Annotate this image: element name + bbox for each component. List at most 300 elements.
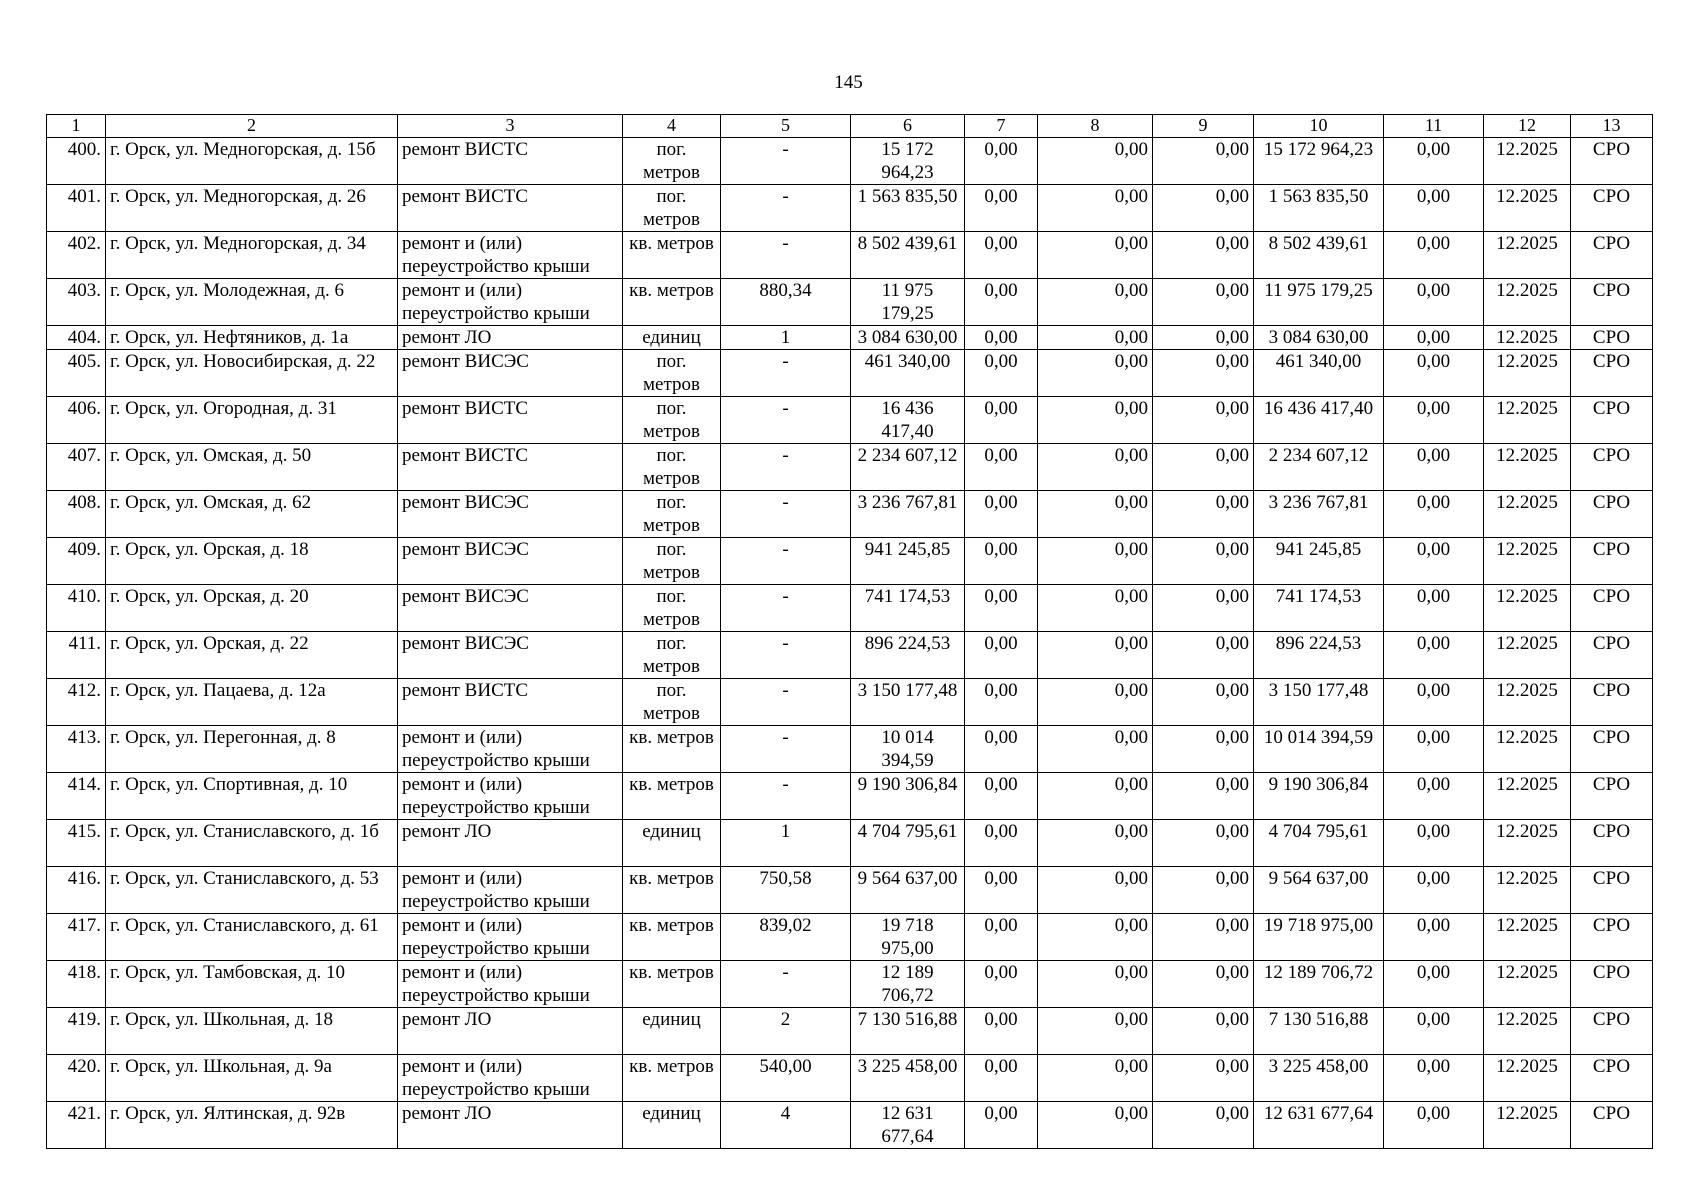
col8-value-cell: 0,00: [1038, 232, 1153, 279]
row-number: 401.: [47, 185, 106, 232]
total-cost-cell: 12 631 677,64: [851, 1102, 965, 1149]
col11-value-cell: 0,00: [1384, 326, 1484, 350]
address-cell: г. Орск, ул. Школьная, д. 9а: [106, 1055, 398, 1102]
work-type-cell: ремонт ВИСЭС: [398, 632, 623, 679]
col8-value-cell: 0,00: [1038, 1055, 1153, 1102]
unit-cell: пог. метров: [623, 585, 721, 632]
funding-source-cell: СРО: [1571, 1008, 1653, 1055]
row-number: 400.: [47, 138, 106, 185]
work-type-cell: ремонт и (или) переустройство крыши: [398, 726, 623, 773]
completion-date-cell: 12.2025: [1484, 1102, 1571, 1149]
col11-value-cell: 0,00: [1384, 232, 1484, 279]
col7-value-cell: 0,00: [965, 820, 1038, 867]
col10-value-cell: 9 190 306,84: [1254, 773, 1384, 820]
unit-cell: пог. метров: [623, 491, 721, 538]
quantity-cell: 1: [721, 820, 851, 867]
col11-value-cell: 0,00: [1384, 585, 1484, 632]
row-number: 410.: [47, 585, 106, 632]
col11-value-cell: 0,00: [1384, 185, 1484, 232]
unit-cell: кв. метров: [623, 961, 721, 1008]
table-row: [47, 397, 1653, 444]
funding-source-cell: СРО: [1571, 726, 1653, 773]
address-cell: г. Орск, ул. Нефтяников, д. 1а: [106, 326, 398, 350]
address-cell: г. Орск, ул. Пацаева, д. 12а: [106, 679, 398, 726]
column-header: 8: [1038, 115, 1153, 138]
col8-value-cell: 0,00: [1038, 279, 1153, 326]
col7-value-cell: 0,00: [965, 232, 1038, 279]
col8-value-cell: 0,00: [1038, 867, 1153, 914]
work-type-cell: ремонт и (или) переустройство крыши: [398, 232, 623, 279]
column-number-row: [47, 115, 1653, 138]
row-number: 411.: [47, 632, 106, 679]
col10-value-cell: 4 704 795,61: [1254, 820, 1384, 867]
col8-value-cell: 0,00: [1038, 961, 1153, 1008]
quantity-cell: -: [721, 232, 851, 279]
table-row: [47, 185, 1653, 232]
col10-value-cell: 1 563 835,50: [1254, 185, 1384, 232]
total-cost-cell: 741 174,53: [851, 585, 965, 632]
completion-date-cell: 12.2025: [1484, 632, 1571, 679]
table-row: [47, 538, 1653, 585]
column-header: 4: [623, 115, 721, 138]
quantity-cell: -: [721, 961, 851, 1008]
col7-value-cell: 0,00: [965, 961, 1038, 1008]
table-row: [47, 279, 1653, 326]
row-number: 419.: [47, 1008, 106, 1055]
col10-value-cell: 12 631 677,64: [1254, 1102, 1384, 1149]
work-type-cell: ремонт ЛО: [398, 326, 623, 350]
unit-cell: единиц: [623, 820, 721, 867]
col8-value-cell: 0,00: [1038, 914, 1153, 961]
table-row: [47, 961, 1653, 1008]
column-header: 11: [1384, 115, 1484, 138]
unit-cell: кв. метров: [623, 232, 721, 279]
col11-value-cell: 0,00: [1384, 773, 1484, 820]
table-row: [47, 232, 1653, 279]
address-cell: г. Орск, ул. Омская, д. 50: [106, 444, 398, 491]
col11-value-cell: 0,00: [1384, 444, 1484, 491]
unit-cell: кв. метров: [623, 914, 721, 961]
funding-source-cell: СРО: [1571, 491, 1653, 538]
column-header: 10: [1254, 115, 1384, 138]
work-type-cell: ремонт и (или) переустройство крыши: [398, 914, 623, 961]
total-cost-cell: 3 236 767,81: [851, 491, 965, 538]
col11-value-cell: 0,00: [1384, 538, 1484, 585]
unit-cell: кв. метров: [623, 773, 721, 820]
unit-cell: пог. метров: [623, 397, 721, 444]
col7-value-cell: 0,00: [965, 1055, 1038, 1102]
col9-value-cell: 0,00: [1153, 279, 1254, 326]
col9-value-cell: 0,00: [1153, 397, 1254, 444]
col9-value-cell: 0,00: [1153, 585, 1254, 632]
address-cell: г. Орск, ул. Медногорская, д. 26: [106, 185, 398, 232]
address-cell: г. Орск, ул. Тамбовская, д. 10: [106, 961, 398, 1008]
address-cell: г. Орск, ул. Орская, д. 20: [106, 585, 398, 632]
col8-value-cell: 0,00: [1038, 326, 1153, 350]
col8-value-cell: 0,00: [1038, 679, 1153, 726]
col7-value-cell: 0,00: [965, 632, 1038, 679]
col7-value-cell: 0,00: [965, 350, 1038, 397]
row-number: 412.: [47, 679, 106, 726]
column-header: 5: [721, 115, 851, 138]
funding-source-cell: СРО: [1571, 867, 1653, 914]
col9-value-cell: 0,00: [1153, 726, 1254, 773]
completion-date-cell: 12.2025: [1484, 726, 1571, 773]
work-type-cell: ремонт ВИСТС: [398, 397, 623, 444]
quantity-cell: -: [721, 679, 851, 726]
col7-value-cell: 0,00: [965, 491, 1038, 538]
col7-value-cell: 0,00: [965, 1102, 1038, 1149]
col11-value-cell: 0,00: [1384, 726, 1484, 773]
unit-cell: пог. метров: [623, 185, 721, 232]
funding-source-cell: СРО: [1571, 914, 1653, 961]
address-cell: г. Орск, ул. Ялтинская, д. 92в: [106, 1102, 398, 1149]
funding-source-cell: СРО: [1571, 961, 1653, 1008]
col11-value-cell: 0,00: [1384, 138, 1484, 185]
total-cost-cell: 19 718 975,00: [851, 914, 965, 961]
table-row: [47, 1102, 1653, 1149]
col9-value-cell: 0,00: [1153, 350, 1254, 397]
row-number: 403.: [47, 279, 106, 326]
total-cost-cell: 11 975 179,25: [851, 279, 965, 326]
col9-value-cell: 0,00: [1153, 538, 1254, 585]
col8-value-cell: 0,00: [1038, 444, 1153, 491]
work-type-cell: ремонт и (или) переустройство крыши: [398, 279, 623, 326]
col9-value-cell: 0,00: [1153, 232, 1254, 279]
col9-value-cell: 0,00: [1153, 773, 1254, 820]
table-row: [47, 585, 1653, 632]
row-number: 417.: [47, 914, 106, 961]
col10-value-cell: 896 224,53: [1254, 632, 1384, 679]
col10-value-cell: 741 174,53: [1254, 585, 1384, 632]
quantity-cell: 2: [721, 1008, 851, 1055]
completion-date-cell: 12.2025: [1484, 867, 1571, 914]
row-number: 416.: [47, 867, 106, 914]
column-header: 2: [106, 115, 398, 138]
total-cost-cell: 12 189 706,72: [851, 961, 965, 1008]
col10-value-cell: 8 502 439,61: [1254, 232, 1384, 279]
col10-value-cell: 10 014 394,59: [1254, 726, 1384, 773]
address-cell: г. Орск, ул. Новосибирская, д. 22: [106, 350, 398, 397]
table-row: [47, 679, 1653, 726]
address-cell: г. Орск, ул. Спортивная, д. 10: [106, 773, 398, 820]
quantity-cell: -: [721, 491, 851, 538]
row-number: 413.: [47, 726, 106, 773]
col8-value-cell: 0,00: [1038, 585, 1153, 632]
address-cell: г. Орск, ул. Медногорская, д. 15б: [106, 138, 398, 185]
row-number: 409.: [47, 538, 106, 585]
col9-value-cell: 0,00: [1153, 867, 1254, 914]
row-number: 402.: [47, 232, 106, 279]
row-number: 414.: [47, 773, 106, 820]
total-cost-cell: 1 563 835,50: [851, 185, 965, 232]
col11-value-cell: 0,00: [1384, 632, 1484, 679]
col9-value-cell: 0,00: [1153, 138, 1254, 185]
completion-date-cell: 12.2025: [1484, 1008, 1571, 1055]
col7-value-cell: 0,00: [965, 914, 1038, 961]
completion-date-cell: 12.2025: [1484, 444, 1571, 491]
completion-date-cell: 12.2025: [1484, 679, 1571, 726]
address-cell: г. Орск, ул. Омская, д. 62: [106, 491, 398, 538]
table-row: [47, 1055, 1653, 1102]
col11-value-cell: 0,00: [1384, 1055, 1484, 1102]
row-number: 404.: [47, 326, 106, 350]
col7-value-cell: 0,00: [965, 138, 1038, 185]
completion-date-cell: 12.2025: [1484, 538, 1571, 585]
col9-value-cell: 0,00: [1153, 1008, 1254, 1055]
col9-value-cell: 0,00: [1153, 820, 1254, 867]
col11-value-cell: 0,00: [1384, 867, 1484, 914]
col8-value-cell: 0,00: [1038, 538, 1153, 585]
total-cost-cell: 10 014 394,59: [851, 726, 965, 773]
unit-cell: пог. метров: [623, 632, 721, 679]
unit-cell: пог. метров: [623, 138, 721, 185]
funding-source-cell: СРО: [1571, 1102, 1653, 1149]
completion-date-cell: 12.2025: [1484, 232, 1571, 279]
quantity-cell: 750,58: [721, 867, 851, 914]
row-number: 406.: [47, 397, 106, 444]
col11-value-cell: 0,00: [1384, 1008, 1484, 1055]
total-cost-cell: 15 172 964,23: [851, 138, 965, 185]
total-cost-cell: 16 436 417,40: [851, 397, 965, 444]
row-number: 408.: [47, 491, 106, 538]
col10-value-cell: 3 084 630,00: [1254, 326, 1384, 350]
col10-value-cell: 3 225 458,00: [1254, 1055, 1384, 1102]
col9-value-cell: 0,00: [1153, 1102, 1254, 1149]
total-cost-cell: 3 225 458,00: [851, 1055, 965, 1102]
work-type-cell: ремонт ВИСТС: [398, 679, 623, 726]
col10-value-cell: 3 236 767,81: [1254, 491, 1384, 538]
col9-value-cell: 0,00: [1153, 185, 1254, 232]
col7-value-cell: 0,00: [965, 538, 1038, 585]
funding-source-cell: СРО: [1571, 185, 1653, 232]
row-number: 418.: [47, 961, 106, 1008]
funding-source-cell: СРО: [1571, 773, 1653, 820]
col10-value-cell: 461 340,00: [1254, 350, 1384, 397]
col10-value-cell: 3 150 177,48: [1254, 679, 1384, 726]
quantity-cell: -: [721, 397, 851, 444]
funding-source-cell: СРО: [1571, 279, 1653, 326]
col8-value-cell: 0,00: [1038, 820, 1153, 867]
funding-source-cell: СРО: [1571, 820, 1653, 867]
work-type-cell: ремонт ЛО: [398, 1008, 623, 1055]
col7-value-cell: 0,00: [965, 1008, 1038, 1055]
quantity-cell: -: [721, 726, 851, 773]
completion-date-cell: 12.2025: [1484, 350, 1571, 397]
col11-value-cell: 0,00: [1384, 1102, 1484, 1149]
funding-source-cell: СРО: [1571, 538, 1653, 585]
work-type-cell: ремонт и (или) переустройство крыши: [398, 1055, 623, 1102]
unit-cell: кв. метров: [623, 726, 721, 773]
address-cell: г. Орск, ул. Медногорская, д. 34: [106, 232, 398, 279]
row-number: 407.: [47, 444, 106, 491]
work-type-cell: ремонт ЛО: [398, 1102, 623, 1149]
total-cost-cell: 4 704 795,61: [851, 820, 965, 867]
col11-value-cell: 0,00: [1384, 397, 1484, 444]
col8-value-cell: 0,00: [1038, 726, 1153, 773]
row-number: 405.: [47, 350, 106, 397]
column-header: 12: [1484, 115, 1571, 138]
completion-date-cell: 12.2025: [1484, 491, 1571, 538]
col9-value-cell: 0,00: [1153, 632, 1254, 679]
funding-source-cell: СРО: [1571, 585, 1653, 632]
col7-value-cell: 0,00: [965, 585, 1038, 632]
completion-date-cell: 12.2025: [1484, 1055, 1571, 1102]
work-type-cell: ремонт ВИСТС: [398, 185, 623, 232]
quantity-cell: -: [721, 138, 851, 185]
address-cell: г. Орск, ул. Станиславского, д. 1б: [106, 820, 398, 867]
address-cell: г. Орск, ул. Станиславского, д. 53: [106, 867, 398, 914]
completion-date-cell: 12.2025: [1484, 820, 1571, 867]
quantity-cell: -: [721, 350, 851, 397]
table-row: [47, 867, 1653, 914]
unit-cell: кв. метров: [623, 1055, 721, 1102]
col10-value-cell: 9 564 637,00: [1254, 867, 1384, 914]
table-row: [47, 444, 1653, 491]
col8-value-cell: 0,00: [1038, 773, 1153, 820]
address-cell: г. Орск, ул. Орская, д. 18: [106, 538, 398, 585]
col9-value-cell: 0,00: [1153, 679, 1254, 726]
col8-value-cell: 0,00: [1038, 397, 1153, 444]
funding-source-cell: СРО: [1571, 326, 1653, 350]
table-row: [47, 820, 1653, 867]
funding-source-cell: СРО: [1571, 397, 1653, 444]
address-cell: г. Орск, ул. Огородная, д. 31: [106, 397, 398, 444]
quantity-cell: -: [721, 773, 851, 820]
col7-value-cell: 0,00: [965, 397, 1038, 444]
col7-value-cell: 0,00: [965, 679, 1038, 726]
unit-cell: кв. метров: [623, 867, 721, 914]
address-cell: г. Орск, ул. Перегонная, д. 8: [106, 726, 398, 773]
col10-value-cell: 15 172 964,23: [1254, 138, 1384, 185]
column-header: 1: [47, 115, 106, 138]
work-type-cell: ремонт ВИСТС: [398, 138, 623, 185]
unit-cell: пог. метров: [623, 679, 721, 726]
work-type-cell: ремонт ВИСЭС: [398, 585, 623, 632]
work-type-cell: ремонт и (или) переустройство крыши: [398, 867, 623, 914]
page-number: 145: [834, 72, 863, 93]
work-type-cell: ремонт ВИСЭС: [398, 350, 623, 397]
quantity-cell: -: [721, 185, 851, 232]
col8-value-cell: 0,00: [1038, 350, 1153, 397]
quantity-cell: -: [721, 632, 851, 679]
table-row: [47, 326, 1653, 350]
col7-value-cell: 0,00: [965, 773, 1038, 820]
completion-date-cell: 12.2025: [1484, 279, 1571, 326]
work-type-cell: ремонт ВИСТС: [398, 444, 623, 491]
col8-value-cell: 0,00: [1038, 491, 1153, 538]
table-row: [47, 1008, 1653, 1055]
col7-value-cell: 0,00: [965, 279, 1038, 326]
col8-value-cell: 0,00: [1038, 138, 1153, 185]
quantity-cell: 839,02: [721, 914, 851, 961]
completion-date-cell: 12.2025: [1484, 914, 1571, 961]
completion-date-cell: 12.2025: [1484, 397, 1571, 444]
completion-date-cell: 12.2025: [1484, 185, 1571, 232]
col10-value-cell: 12 189 706,72: [1254, 961, 1384, 1008]
total-cost-cell: 3 150 177,48: [851, 679, 965, 726]
col11-value-cell: 0,00: [1384, 491, 1484, 538]
completion-date-cell: 12.2025: [1484, 326, 1571, 350]
completion-date-cell: 12.2025: [1484, 961, 1571, 1008]
quantity-cell: 4: [721, 1102, 851, 1149]
col10-value-cell: 19 718 975,00: [1254, 914, 1384, 961]
total-cost-cell: 941 245,85: [851, 538, 965, 585]
col11-value-cell: 0,00: [1384, 350, 1484, 397]
col7-value-cell: 0,00: [965, 726, 1038, 773]
total-cost-cell: 896 224,53: [851, 632, 965, 679]
unit-cell: единиц: [623, 1008, 721, 1055]
unit-cell: единиц: [623, 1102, 721, 1149]
col9-value-cell: 0,00: [1153, 491, 1254, 538]
col9-value-cell: 0,00: [1153, 961, 1254, 1008]
quantity-cell: 540,00: [721, 1055, 851, 1102]
col8-value-cell: 0,00: [1038, 632, 1153, 679]
total-cost-cell: 2 234 607,12: [851, 444, 965, 491]
col9-value-cell: 0,00: [1153, 914, 1254, 961]
col10-value-cell: 16 436 417,40: [1254, 397, 1384, 444]
row-number: 415.: [47, 820, 106, 867]
unit-cell: пог. метров: [623, 444, 721, 491]
total-cost-cell: 461 340,00: [851, 350, 965, 397]
col11-value-cell: 0,00: [1384, 914, 1484, 961]
unit-cell: единиц: [623, 326, 721, 350]
address-cell: г. Орск, ул. Школьная, д. 18: [106, 1008, 398, 1055]
table-row: [47, 491, 1653, 538]
col10-value-cell: 7 130 516,88: [1254, 1008, 1384, 1055]
total-cost-cell: 7 130 516,88: [851, 1008, 965, 1055]
row-number: 421.: [47, 1102, 106, 1149]
funding-source-cell: СРО: [1571, 1055, 1653, 1102]
completion-date-cell: 12.2025: [1484, 773, 1571, 820]
funding-source-cell: СРО: [1571, 138, 1653, 185]
total-cost-cell: 3 084 630,00: [851, 326, 965, 350]
table-row: [47, 726, 1653, 773]
funding-source-cell: СРО: [1571, 350, 1653, 397]
work-type-cell: ремонт ЛО: [398, 820, 623, 867]
work-type-cell: ремонт ВИСЭС: [398, 538, 623, 585]
completion-date-cell: 12.2025: [1484, 138, 1571, 185]
funding-source-cell: СРО: [1571, 232, 1653, 279]
col9-value-cell: 0,00: [1153, 444, 1254, 491]
quantity-cell: 1: [721, 326, 851, 350]
quantity-cell: -: [721, 538, 851, 585]
col9-value-cell: 0,00: [1153, 1055, 1254, 1102]
col7-value-cell: 0,00: [965, 185, 1038, 232]
column-header: 13: [1571, 115, 1653, 138]
col11-value-cell: 0,00: [1384, 279, 1484, 326]
address-cell: г. Орск, ул. Станиславского, д. 61: [106, 914, 398, 961]
work-type-cell: ремонт и (или) переустройство крыши: [398, 961, 623, 1008]
col8-value-cell: 0,00: [1038, 185, 1153, 232]
column-header: 7: [965, 115, 1038, 138]
col10-value-cell: 941 245,85: [1254, 538, 1384, 585]
quantity-cell: -: [721, 444, 851, 491]
address-cell: г. Орск, ул. Орская, д. 22: [106, 632, 398, 679]
work-type-cell: ремонт и (или) переустройство крыши: [398, 773, 623, 820]
col7-value-cell: 0,00: [965, 326, 1038, 350]
table-row: [47, 138, 1653, 185]
column-header: 3: [398, 115, 623, 138]
column-header: 6: [851, 115, 965, 138]
col8-value-cell: 0,00: [1038, 1008, 1153, 1055]
table-row: [47, 773, 1653, 820]
col7-value-cell: 0,00: [965, 867, 1038, 914]
col10-value-cell: 11 975 179,25: [1254, 279, 1384, 326]
quantity-cell: 880,34: [721, 279, 851, 326]
col11-value-cell: 0,00: [1384, 961, 1484, 1008]
quantity-cell: -: [721, 585, 851, 632]
